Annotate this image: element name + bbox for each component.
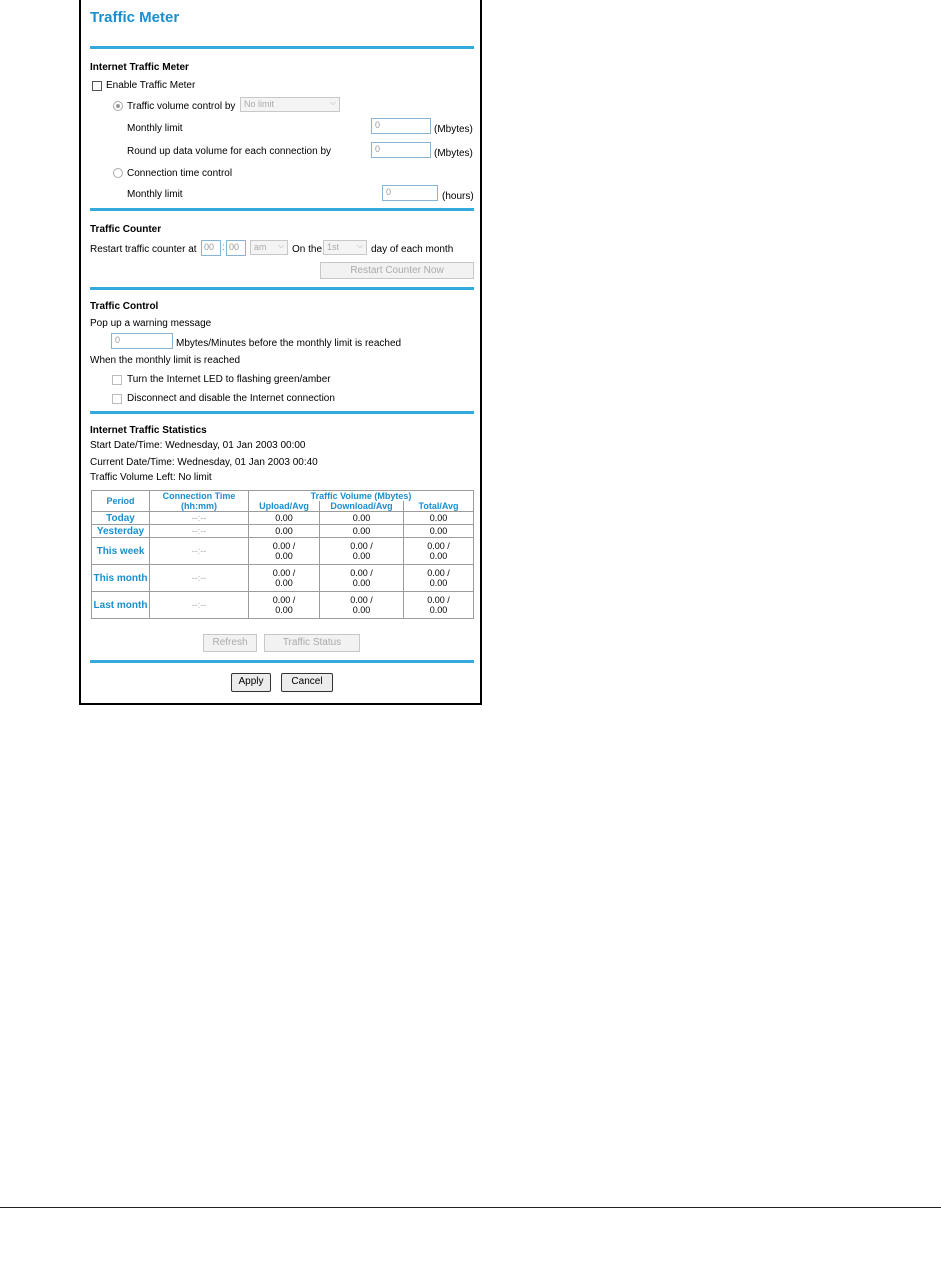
divider [90,46,474,49]
led-flashing-label: Turn the Internet LED to flashing green/amber [127,374,331,385]
time-monthly-limit-label: Monthly limit [127,189,183,200]
col-period: Period [92,491,150,512]
row-download [320,538,404,565]
disconnect-label: Disconnect and disable the Internet connection [127,393,335,404]
row-total-total: 0.00 / [427,595,450,605]
monthly-limit-label: Monthly limit [127,123,183,134]
connection-time-label: Connection time control [127,168,233,179]
divider [90,287,474,290]
section-heading-traffic-counter: Traffic Counter [90,224,162,235]
chevron-down-icon: ⌵ [356,241,363,250]
restart-hour-input[interactable]: 00 [201,240,221,256]
ampm-select[interactable]: am ⌵ [250,240,288,255]
row-period: Last month [92,592,150,619]
popup-warning-label: Pop up a warning message [90,318,212,329]
restart-counter-now-button[interactable]: Restart Counter Now [320,262,474,279]
row-upload-total: 0.00 / [272,541,296,551]
connection-time-radio[interactable] [113,168,123,178]
warning-suffix-label: Mbytes/Minutes before the monthly limit is reached [176,338,402,349]
row-period: Today [92,512,150,525]
row-download-total: 0.00 / [350,595,373,605]
refresh-button[interactable]: Refresh [203,634,257,652]
row-upload-avg: 0.00 [275,551,293,561]
row-total [404,565,474,592]
divider [90,411,474,414]
monthly-limit-input[interactable]: 0 [371,118,431,134]
row-download-total: 0.00 / [350,541,373,551]
row-upload [249,592,320,619]
on-the-label: On the [292,244,323,255]
col-traffic-volume: Traffic Volume (Mbytes) [249,491,474,502]
col-download: Download/Avg [320,501,404,512]
table-row [92,592,474,619]
traffic-meter-panel [79,0,482,705]
row-conn-time: --:-- [150,538,249,565]
day-select[interactable]: 1st ⌵ [323,240,367,255]
row-upload-avg: 0.00 [275,605,293,615]
cancel-button[interactable]: Cancel [281,673,333,692]
row-period: This month [92,565,150,592]
col-connection-time-unit: (hh:mm) [181,501,217,511]
chevron-down-icon: ⌵ [329,98,336,107]
warning-value-input[interactable]: 0 [111,333,173,349]
row-period: This week [92,538,150,565]
row-conn-time: --:-- [150,565,249,592]
round-up-input[interactable]: 0 [371,142,431,158]
col-connection-time [150,491,249,512]
disconnect-checkbox[interactable] [112,394,122,404]
row-upload: 0.00 [249,512,320,525]
row-total-avg: 0.00 [429,551,448,561]
table-header-row [92,491,474,502]
col-upload: Upload/Avg [249,501,320,512]
page-footer-divider [0,1207,941,1208]
col-connection-time-label: Connection Time [162,491,236,501]
row-total: 0.00 [404,512,474,525]
volume-left: Traffic Volume Left: No limit [90,472,212,483]
led-flashing-checkbox[interactable] [112,375,122,385]
page-title: Traffic Meter [90,9,180,26]
divider [90,660,474,663]
row-conn-time: --:-- [150,525,249,538]
volume-control-label: Traffic volume control by [127,101,236,112]
apply-button[interactable]: Apply [231,673,271,692]
enable-traffic-meter-checkbox[interactable] [92,81,102,91]
current-datetime: Current Date/Time: Wednesday, 01 Jan 2003 00:40 [90,457,318,468]
round-up-label: Round up data volume for each connection by [127,146,332,157]
hours-unit: (hours) [442,191,474,202]
volume-control-select[interactable]: No limit ⌵ [240,97,340,112]
row-total-total: 0.00 / [427,541,450,551]
row-period: Yesterday [92,525,150,538]
row-upload-avg: 0.00 [275,578,293,588]
row-download: 0.00 [320,512,404,525]
row-total: 0.00 [404,525,474,538]
time-separator: : [222,242,225,253]
row-conn-time: --:-- [150,592,249,619]
row-download [320,565,404,592]
chevron-down-icon: ⌵ [277,241,284,250]
row-total [404,538,474,565]
restart-minute-input[interactable]: 00 [226,240,246,256]
row-download-total: 0.00 / [350,568,373,578]
row-total-total: 0.00 / [427,568,450,578]
traffic-statistics-table [91,490,474,619]
section-heading-statistics: Internet Traffic Statistics [90,425,207,436]
row-upload: 0.00 [249,525,320,538]
row-upload [249,538,320,565]
row-total [404,592,474,619]
section-heading-traffic-meter: Internet Traffic Meter [90,62,189,73]
row-total-avg: 0.00 [429,578,448,588]
row-download [320,592,404,619]
row-upload-total: 0.00 / [272,568,296,578]
row-conn-time: --:-- [150,512,249,525]
row-download-avg: 0.00 [352,605,371,615]
when-reached-label: When the monthly limit is reached [90,355,241,366]
row-upload [249,565,320,592]
table-row [92,565,474,592]
traffic-status-button[interactable]: Traffic Status [264,634,360,652]
mbytes-unit-2: (Mbytes) [434,148,473,159]
day-suffix-label: day of each month [371,244,454,255]
row-upload-total: 0.00 / [272,595,296,605]
table-row [92,538,474,565]
row-download-avg: 0.00 [352,578,371,588]
restart-counter-label: Restart traffic counter at [90,244,197,255]
volume-control-radio[interactable] [113,101,123,111]
row-total-avg: 0.00 [429,605,448,615]
table-row [92,512,474,525]
start-datetime: Start Date/Time: Wednesday, 01 Jan 2003 00:00 [90,440,306,451]
divider [90,208,474,211]
section-heading-traffic-control: Traffic Control [90,301,159,312]
time-monthly-limit-input[interactable]: 0 [382,185,438,201]
row-download: 0.00 [320,525,404,538]
mbytes-unit: (Mbytes) [434,124,473,135]
col-total: Total/Avg [404,501,474,512]
table-row [92,525,474,538]
row-download-avg: 0.00 [352,551,371,561]
enable-traffic-meter-label: Enable Traffic Meter [106,80,196,91]
